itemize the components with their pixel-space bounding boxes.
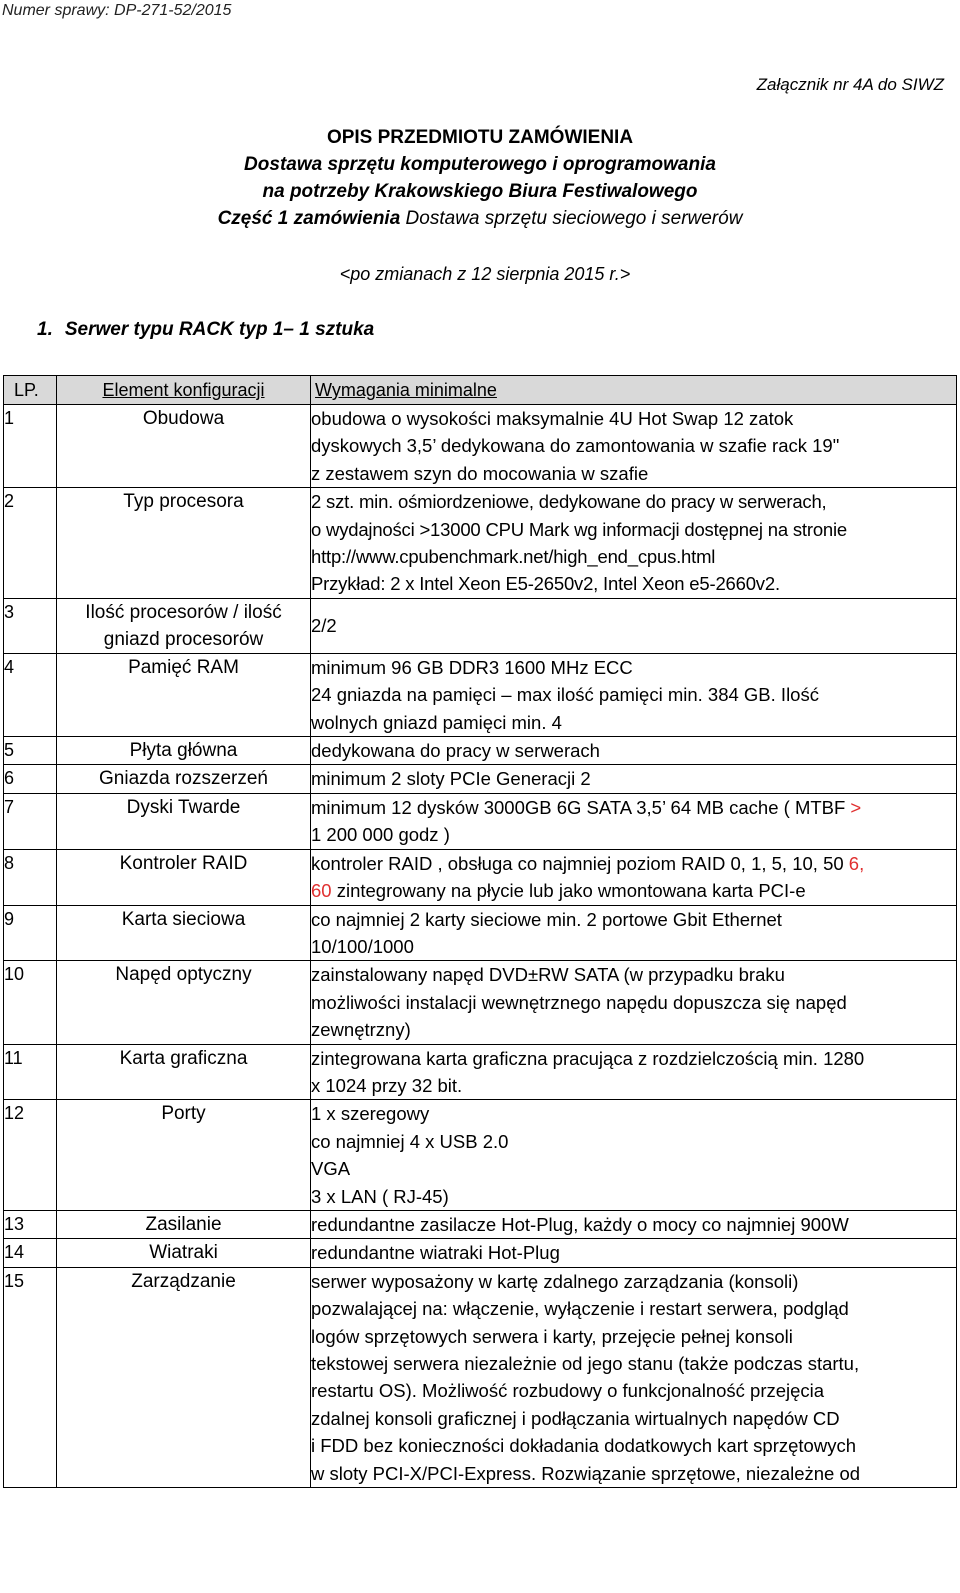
row-number: 1 (4, 405, 57, 488)
row-requirements: 2/2 (311, 598, 957, 653)
row-number: 14 (4, 1239, 57, 1267)
row-number: 12 (4, 1100, 57, 1211)
row-number: 6 (4, 765, 57, 793)
row-element: Porty (57, 1100, 311, 1211)
table-row (4, 598, 957, 653)
row-element: Kontroler RAID (57, 849, 311, 905)
row-element: Zarządzanie (57, 1267, 311, 1487)
table-row (4, 1044, 957, 1100)
header-lp: LP. (4, 376, 57, 405)
table-row (4, 488, 957, 599)
section-heading (37, 319, 386, 341)
table-row (4, 1210, 957, 1238)
row-element: Dyski Twarde (57, 793, 311, 849)
row-number: 13 (4, 1210, 57, 1238)
table-row (4, 1267, 957, 1487)
row-number: 4 (4, 653, 57, 736)
row-number: 5 (4, 737, 57, 765)
document-subtitle-1: Dostawa sprzętu komputerowego i oprogramowania (244, 154, 716, 175)
table-row (4, 1239, 957, 1267)
section-title: Serwer typu RACK typ 1– 1 sztuka (64, 319, 375, 340)
row-element: Karta graficzna (57, 1044, 311, 1100)
part-description: Dostawa sprzętu sieciowego i serwerów (400, 208, 743, 229)
table-row (4, 737, 957, 765)
row-number: 7 (4, 793, 57, 849)
table-row (4, 405, 957, 488)
section-number: 1. (37, 319, 53, 340)
document-heading (0, 124, 960, 232)
row-element: Obudowa (57, 405, 311, 488)
part-label: Część 1 zamówienia (217, 208, 401, 229)
table-row (4, 793, 957, 849)
row-number: 11 (4, 1044, 57, 1100)
table-row (4, 849, 957, 905)
row-requirements: redundantne wiatraki Hot-Plug (311, 1239, 957, 1267)
row-number: 2 (4, 488, 57, 599)
row-element: Napęd optyczny (57, 961, 311, 1044)
specification-table (3, 375, 957, 1488)
row-element: Ilość procesorów / ilość gniazd procesorów (57, 598, 311, 653)
row-number: 8 (4, 849, 57, 905)
row-element: Wiatraki (57, 1239, 311, 1267)
row-requirements: redundantne zasilacze Hot-Plug, każdy o mocy co najmniej 900W (311, 1210, 957, 1238)
attachment-label: Załącznik nr 4A do SIWZ (756, 75, 944, 94)
row-element: Typ procesora (57, 488, 311, 599)
document-subtitle-2: na potrzeby Krakowskiego Biura Festiwalowego (262, 181, 698, 202)
row-element: Płyta główna (57, 737, 311, 765)
row-element: Pamięć RAM (57, 653, 311, 736)
row-number: 15 (4, 1267, 57, 1487)
row-requirements: obudowa o wysokości maksymalnie 4U Hot Swap 12 zatok dyskowych 3,5’ dedykowana do zamontowania w szafie rack 19" z zestawem szyn do mocowania w szafie (311, 405, 957, 488)
row-requirements: minimum 96 GB DDR3 1600 MHz ECC 24 gniazda na pamięci – max ilość pamięci min. 384 GB. Ilość wolnych gniazd pamięci min. 4 (311, 653, 957, 736)
row-requirements: dedykowana do pracy w serwerach (311, 737, 957, 765)
row-element: Zasilanie (57, 1210, 311, 1238)
row-requirements: minimum 12 dysków 3000GB 6G SATA 3,5’ 64 MB cache ( MTBF > 1 200 000 godz ) (311, 793, 957, 849)
row-element: Gniazda rozszerzeń (57, 765, 311, 793)
table-row (4, 653, 957, 736)
case-number: Numer sprawy: DP-271-52/2015 (2, 2, 232, 19)
row-number: 9 (4, 905, 57, 961)
row-number: 3 (4, 598, 57, 653)
table-row (4, 1100, 957, 1211)
row-requirements: serwer wyposażony w kartę zdalnego zarządzania (konsoli) pozwalającej na: włączenie, wyłączenie i restart serwera, podgląd logów sprzętowych serwera i karty, przejęcie pełnej konsoli tekstowej serwera niezależnie od jego stanu (także podczas startu, restartu OS). Możliwość rozbudowy o funkcjonalność przejęcia zdalnej konsoli graficznej i podłączania wirtualnych napędów CD i FDD bez konieczności dokładania dodatkowych kart sprzętowych w sloty PCI-X/PCI-Express. Rozwiązanie sprzętowe, niezależne od (311, 1267, 957, 1487)
row-element: Karta sieciowa (57, 905, 311, 961)
document-title: OPIS PRZEDMIOTU ZAMÓWIENIA (326, 127, 634, 148)
header-requirements: Wymagania minimalne (311, 376, 957, 405)
header-element: Element konfiguracji (57, 376, 311, 405)
table-header-row (4, 376, 957, 405)
document-part (0, 205, 960, 232)
row-requirements: 2 szt. min. ośmiordzeniowe, dedykowane do pracy w serwerach, o wydajności >13000 CPU Mark wg informacji dostępnej na stronie http://www.cpubenchmark.net/high_end_cpus.html Przykład: 2 x Intel Xeon E5-2650v2, Intel Xeon e5-2660v2. (311, 488, 957, 599)
table-row (4, 961, 957, 1044)
table-row (4, 905, 957, 961)
row-requirements: zainstalowany napęd DVD±RW SATA (w przypadku braku możliwości instalacji wewnętrznego napędu dopuszcza się napęd zewnętrzny) (311, 961, 957, 1044)
table-row (4, 765, 957, 793)
row-number: 10 (4, 961, 57, 1044)
row-requirements: zintegrowana karta graficzna pracująca z rozdzielczością min. 1280 x 1024 przy 32 bit. (311, 1044, 957, 1100)
row-requirements: co najmniej 2 karty sieciowe min. 2 portowe Gbit Ethernet 10/100/1000 (311, 905, 957, 961)
row-requirements: kontroler RAID , obsługa co najmniej poziom RAID 0, 1, 5, 10, 50 6, 60 zintegrowany na płycie lub jako wmontowana karta PCI-e (311, 849, 957, 905)
row-requirements: 1 x szeregowy co najmniej 4 x USB 2.0 VGA 3 x LAN ( RJ-45) (311, 1100, 957, 1211)
row-requirements: minimum 2 sloty PCIe Generacji 2 (311, 765, 957, 793)
change-note: <po zmianach z 12 sierpnia 2015 r.> (339, 264, 631, 284)
